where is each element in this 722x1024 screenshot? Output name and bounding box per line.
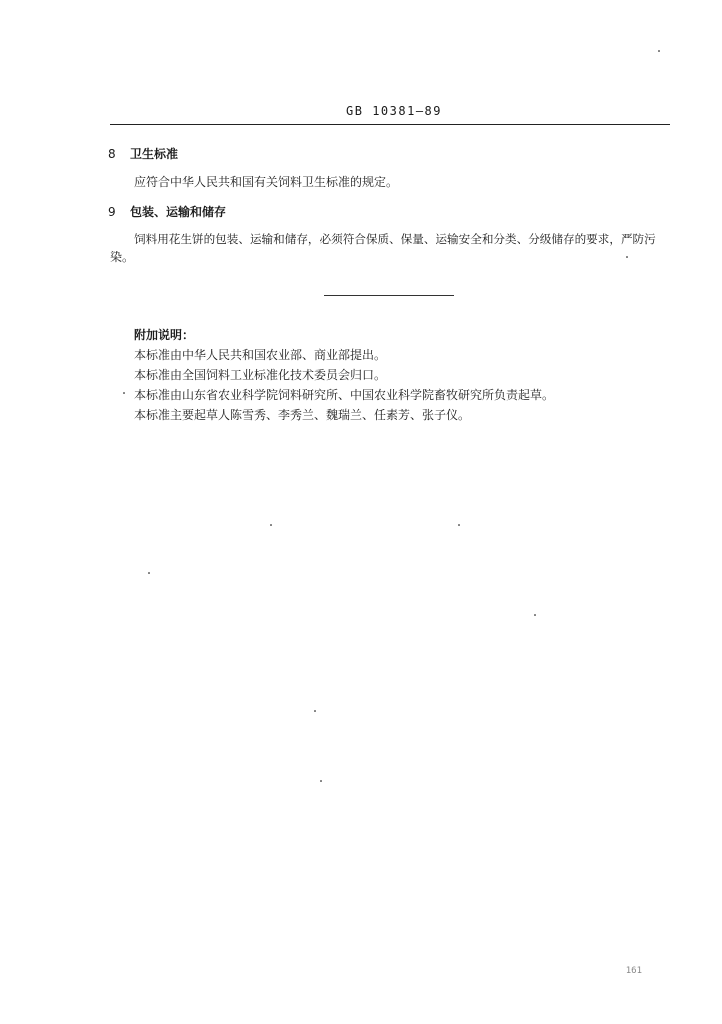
scan-speck: [270, 524, 272, 526]
section-divider: [324, 295, 454, 296]
scan-speck: [314, 710, 316, 712]
scan-speck: [123, 392, 125, 394]
note-line: 本标准由山东省农业科学院饲料研究所、中国农业科学院畜牧研究所负责起草。: [134, 388, 555, 402]
scan-speck: [320, 780, 322, 782]
page-header: [110, 104, 670, 125]
standard-code: GB 10381—89: [346, 104, 442, 118]
section-title: 包装、运输和储存: [130, 205, 227, 219]
note-line: 本标准由中华人民共和国农业部、商业部提出。: [134, 348, 387, 362]
scan-speck: [626, 256, 628, 258]
scan-speck: [658, 50, 660, 52]
section-title: 卫生标准: [130, 147, 179, 161]
section-9-heading: [108, 203, 226, 220]
section-number: 8: [108, 147, 116, 161]
page-number: 161: [625, 966, 642, 976]
scan-speck: [148, 572, 150, 574]
section-number: 9: [108, 205, 116, 219]
section-9-paragraph-line-1: 饲料用花生饼的包装、运输和储存，必须符合保质、保量、运输安全和分类、分级储存的要求，严防污: [134, 232, 656, 246]
section-9-paragraph-line-2: 染。: [110, 250, 135, 264]
section-8-heading: [108, 145, 178, 162]
note-line: 本标准主要起草人陈雪秀、李秀兰、魏瑞兰、任素芳、张子仪。: [134, 408, 471, 422]
note-line: 本标准由全国饲料工业标准化技术委员会归口。: [134, 368, 387, 382]
scan-speck: [458, 524, 460, 526]
notes-title: 附加说明：: [134, 328, 195, 342]
scan-speck: [534, 614, 536, 616]
section-8-paragraph: 应符合中华人民共和国有关饲料卫生标准的规定。: [134, 175, 399, 189]
